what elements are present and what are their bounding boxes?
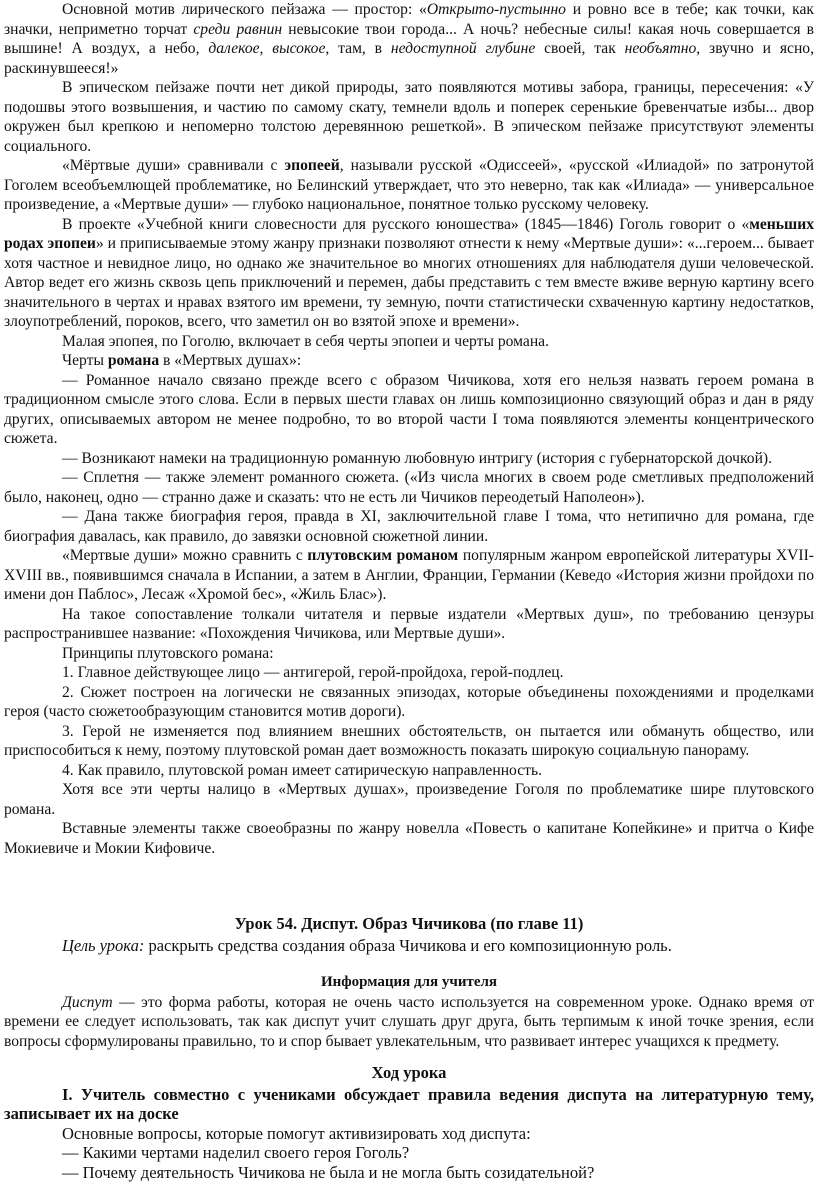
- paragraph-epic-landscape: В эпическом пейзаже почти нет дикой природы, зато появляются мотивы забора, границы, пересечения: «У подошвы этого возвышения, и частию по самому скату, темнели вдоль и поперек серенькие бревенчатые избы... двор окружен был крепкою и непомерно толстою деревянною решеткой». В эпическом пейзаже присутствуют элементы социального.: [4, 78, 814, 156]
- text-run: своей, так: [535, 40, 624, 57]
- paragraph-small-epopee: Малая эпопея, по Гоголю, включает в себя черты эпопеи и черты романа.: [4, 332, 814, 352]
- italic-run: среди равнин: [193, 21, 282, 38]
- paragraph-principle-4: 4. Как правило, плутовской роман имеет сатирическую направленность.: [4, 761, 814, 781]
- spacer: [4, 955, 814, 973]
- bold-run: плутовским романом: [307, 547, 458, 564]
- step-1-heading: I. Учитель совместно с учениками обсуждает правила ведения диспута на литературную тему, записывает их на доске: [4, 1085, 814, 1124]
- questions-intro: Основные вопросы, которые помогут активизировать ход диспута:: [4, 1124, 814, 1144]
- text-run: «Мертвые души» можно сравнить с: [62, 547, 307, 564]
- lesson-title: Урок 54. Диспут. Образ Чичикова (по главе 11): [4, 914, 814, 934]
- text-run: невысокие твои города... А ночь? небесные силы! какая ночь совершается в вышине! А воздух, а небо,: [4, 21, 814, 58]
- italic-run: Открыто-пустынно: [427, 1, 566, 18]
- paragraph-lyrical-landscape: [4, 0, 814, 78]
- paragraph-lesser-epopee: [4, 215, 814, 332]
- text-run: «Мёртвые души» сравнивали с: [62, 157, 284, 174]
- spacer: [4, 1051, 814, 1063]
- paragraph-publishers: На такое сопоставление толкали читателя и первые издатели «Мертвых душ», по требованию цензуры распространившее название: «Похождения Чичикова, или Мертвые души».: [4, 605, 814, 644]
- spacer: [4, 858, 814, 914]
- paragraph-novel-point-1: — Романное начало связано прежде всего с образом Чичикова, хотя его нельзя назвать героем романа в традиционном смысле этого слова. Если в первых шести главах он лишь композиционно связующий образ и дан в ряду других, описываемых автором не менее подробно, то во второй части I тома появляются элементы концентрического сюжета.: [4, 371, 814, 449]
- info-paragraph: [4, 993, 814, 1052]
- text-run: В проекте «Учебной книги словесности для русского юношества» (1845—1846) Гоголь говорит о «: [62, 216, 749, 233]
- text-run: Основной мотив лирического пейзажа — простор: «: [62, 1, 427, 18]
- question-item: — Почему деятельность Чичикова не была и не могла быть созидательной?: [4, 1163, 814, 1182]
- text-run: в «Мертвых душах»:: [159, 352, 301, 369]
- lesson-goal: [4, 936, 814, 956]
- bold-run: эпопеей: [284, 157, 339, 174]
- text-run: » и приписываемые этому жанру признаки позволяют отнести к нему «Мертвые души»: «...героем... бывает хотя частное и невидное лицо, но однако же значительное во многих отношениях для наблюдателя души человеческой. Автор ведет его жизнь сквозь цепь приключений и перемен, дабы представить с тем вместе вживе верную картину всего значительного в чертах и нравах взятого им времени, ту земную, почти статистически схваченную картину недостатков, злоупотреблений, пороков, всего, что заметил он во взятой эпохе и времени».: [4, 235, 814, 330]
- text-run: , звучно и ясно, раскинувшееся!»: [4, 40, 814, 77]
- paragraph-principle-1: 1. Главное действующее лицо — антигерой, герой-пройдоха, герой-подлец.: [4, 663, 814, 683]
- paragraph-picaresque: [4, 546, 814, 605]
- info-term: Диспут: [62, 994, 113, 1011]
- course-heading: Ход урока: [4, 1063, 814, 1083]
- paragraph-novel-point-2: — Возникают намеки на традиционную романную любовную интригу (история с губернаторской дочкой).: [4, 449, 814, 469]
- goal-label: Цель урока:: [62, 936, 144, 955]
- paragraph-principle-3: 3. Герой не изменяется под влиянием внешних обстоятельств, он пытается или обмануть общество, или приспособиться к нему, поэтому плутовской роман дает возможность показать широкую социальную панораму.: [4, 722, 814, 761]
- text-run: популярным жанром европейской литературы XVII-XVIII вв., появившимся сначала в Испании, а затем в Англии, Франции, Германии (Кеведо «История жизни пройдохи по имени дон Паблос», Лесаж «Хромой бес», «Жиль Блас»).: [4, 547, 814, 603]
- text-run: , там, в: [325, 40, 391, 57]
- info-text: — это форма работы, которая не очень часто используется на современном уроке. Однако время от времени ее следует использовать, так как диспут учит слушать друг друга, быть терпимым к иной точке зрения, если вопросы сформулированы правильно, то и спор бывает увлекательным, что развивает интерес учащихся к предмету.: [4, 994, 814, 1050]
- question-item: — Какими чертами наделил своего героя Гоголь?: [4, 1143, 814, 1163]
- italic-run: далекое, высокое: [208, 40, 325, 57]
- paragraph-epopee-comparison: [4, 156, 814, 215]
- paragraph-novel-point-3: — Сплетня — также элемент романного сюжета. («Из числа многих в своем роде сметливых предположений было, наконец, одно — странно даже и сказать: что не есть ли Чичиков переодетый Наполеон»).: [4, 468, 814, 507]
- bold-run: романа: [108, 352, 159, 369]
- paragraph-principle-2: 2. Сюжет построен на логически не связанных эпизодах, которые объединены похождениями и проделками героя (часто сюжетообразующим становится мотив дороги).: [4, 683, 814, 722]
- paragraph-novel-features: [4, 351, 814, 371]
- text-run: Черты: [62, 352, 108, 369]
- info-heading: Информация для учителя: [4, 973, 814, 993]
- paragraph-broader-problematics: Хотя все эти черты налицо в «Мертвых душах», произведение Гоголя по проблематике шире плутовского романа.: [4, 780, 814, 819]
- italic-run: необъятно: [625, 40, 697, 57]
- paragraph-novel-point-4: — Дана также биография героя, правда в XI, заключительной главе I тома, что нетипично для романа, где биография давалась, как правило, до завязки основной сюжетной линии.: [4, 507, 814, 546]
- text-run: и ровно все в тебе; как точки, как значки, неприметно торчат: [4, 1, 814, 38]
- goal-text: раскрыть средства создания образа Чичикова и его композиционную роль.: [144, 936, 672, 955]
- paragraph-principles-heading: Принципы плутовского романа:: [4, 644, 814, 664]
- paragraph-inserted-elements: Вставные элементы также своеобразны по жанру новелла «Повесть о капитане Копейкине» и притча о Кифе Мокиевиче и Мокии Кифовиче.: [4, 819, 814, 858]
- text-run: , называли русской «Одиссеей», «русской «Илиадой» по затронутой Гоголем всеобъемлющей проблематике, но Белинский утверждает, что это неверно, так как «Илиада» — универсальное произведение, а «Мертвые души» — глубоко национальное, понятное только русскому человеку.: [4, 157, 814, 213]
- italic-run: недоступной глубине: [391, 40, 535, 57]
- bold-run: меньших родах эпопеи: [4, 216, 814, 253]
